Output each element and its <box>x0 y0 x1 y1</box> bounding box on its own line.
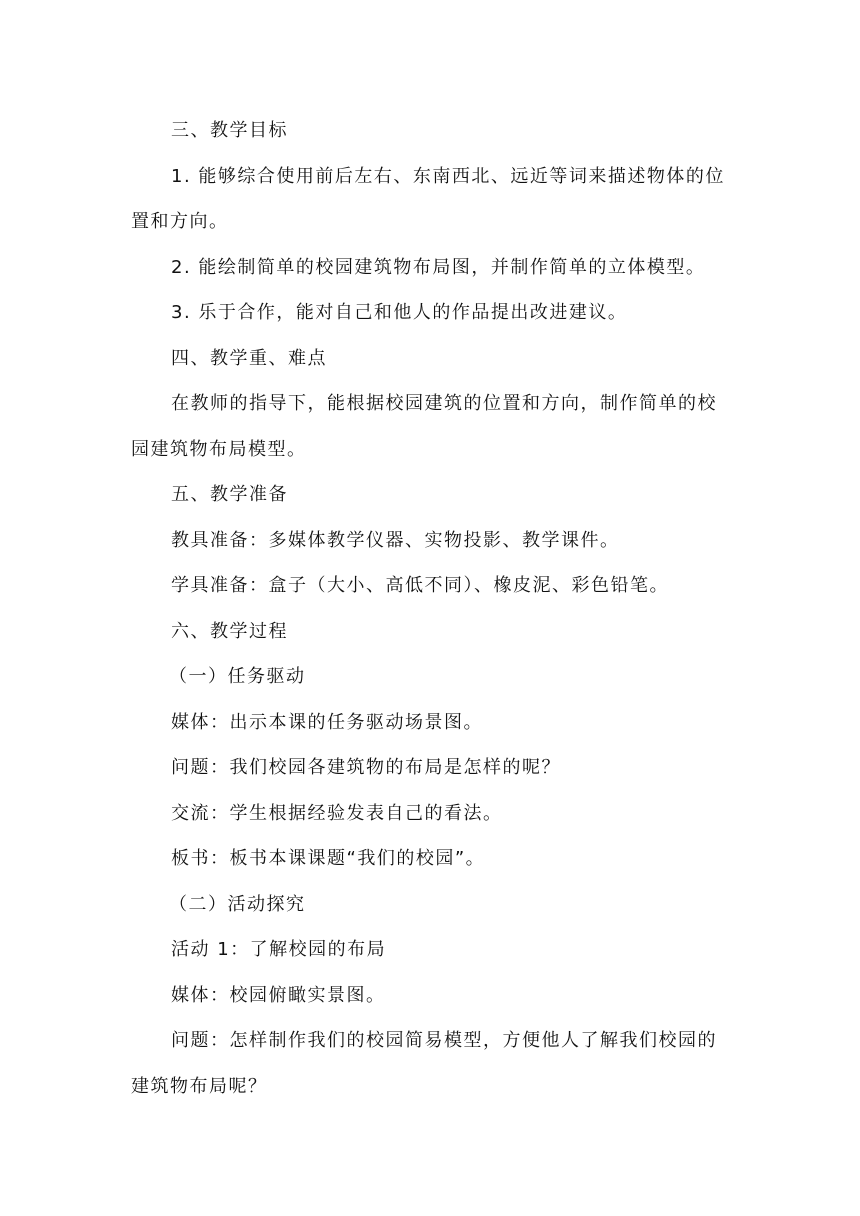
document-body <box>131 108 731 1109</box>
subsection-task-driven: （一）任务驱动 <box>169 666 306 687</box>
exchange-line: 交流：学生根据经验发表自己的看法。 <box>171 802 503 824</box>
section-heading-objectives: 三、教学目标 <box>171 120 288 141</box>
objective-item-2: 2. 能绘制简单的校园建筑物布局图，并制作简单的立体模型。 <box>171 256 706 278</box>
objective-item-1: 1. 能够综合使用前后左右、东南西北、远近等词来描述物体的位置和方向。 <box>131 165 725 232</box>
key-points-paragraph: 在教师的指导下，能根据校园建筑的位置和方向，制作简单的校园建筑物布局模型。 <box>131 393 717 460</box>
board-line: 板书：板书本课课题“我们的校园”。 <box>171 848 486 869</box>
teacher-preparation: 教具准备：多媒体教学仪器、实物投影、教学课件。 <box>171 529 620 551</box>
section-heading-process: 六、教学过程 <box>171 620 288 642</box>
section-heading-preparation: 五、教学准备 <box>171 484 288 505</box>
question-line-2: 问题：怎样制作我们的校园简易模型，方便他人了解我们校园的建筑物布局呢？ <box>131 1030 717 1097</box>
student-preparation: 学具准备：盒子（大小、高低不同）、橡皮泥、彩色铅笔。 <box>171 575 669 596</box>
objective-item-3: 3. 乐于合作，能对自己和他人的作品提出改进建议。 <box>171 302 628 323</box>
subsection-activity-inquiry: （二）活动探究 <box>169 893 306 915</box>
media-line-1: 媒体：出示本课的任务驱动场景图。 <box>171 711 483 733</box>
media-line-2: 媒体：校园俯瞰实景图。 <box>171 984 386 1006</box>
section-heading-key-points: 四、教学重、难点 <box>171 347 327 369</box>
activity-1-title: 活动 1：了解校园的布局 <box>171 939 387 960</box>
question-line-1: 问题：我们校园各建筑物的布局是怎样的呢？ <box>171 757 561 778</box>
